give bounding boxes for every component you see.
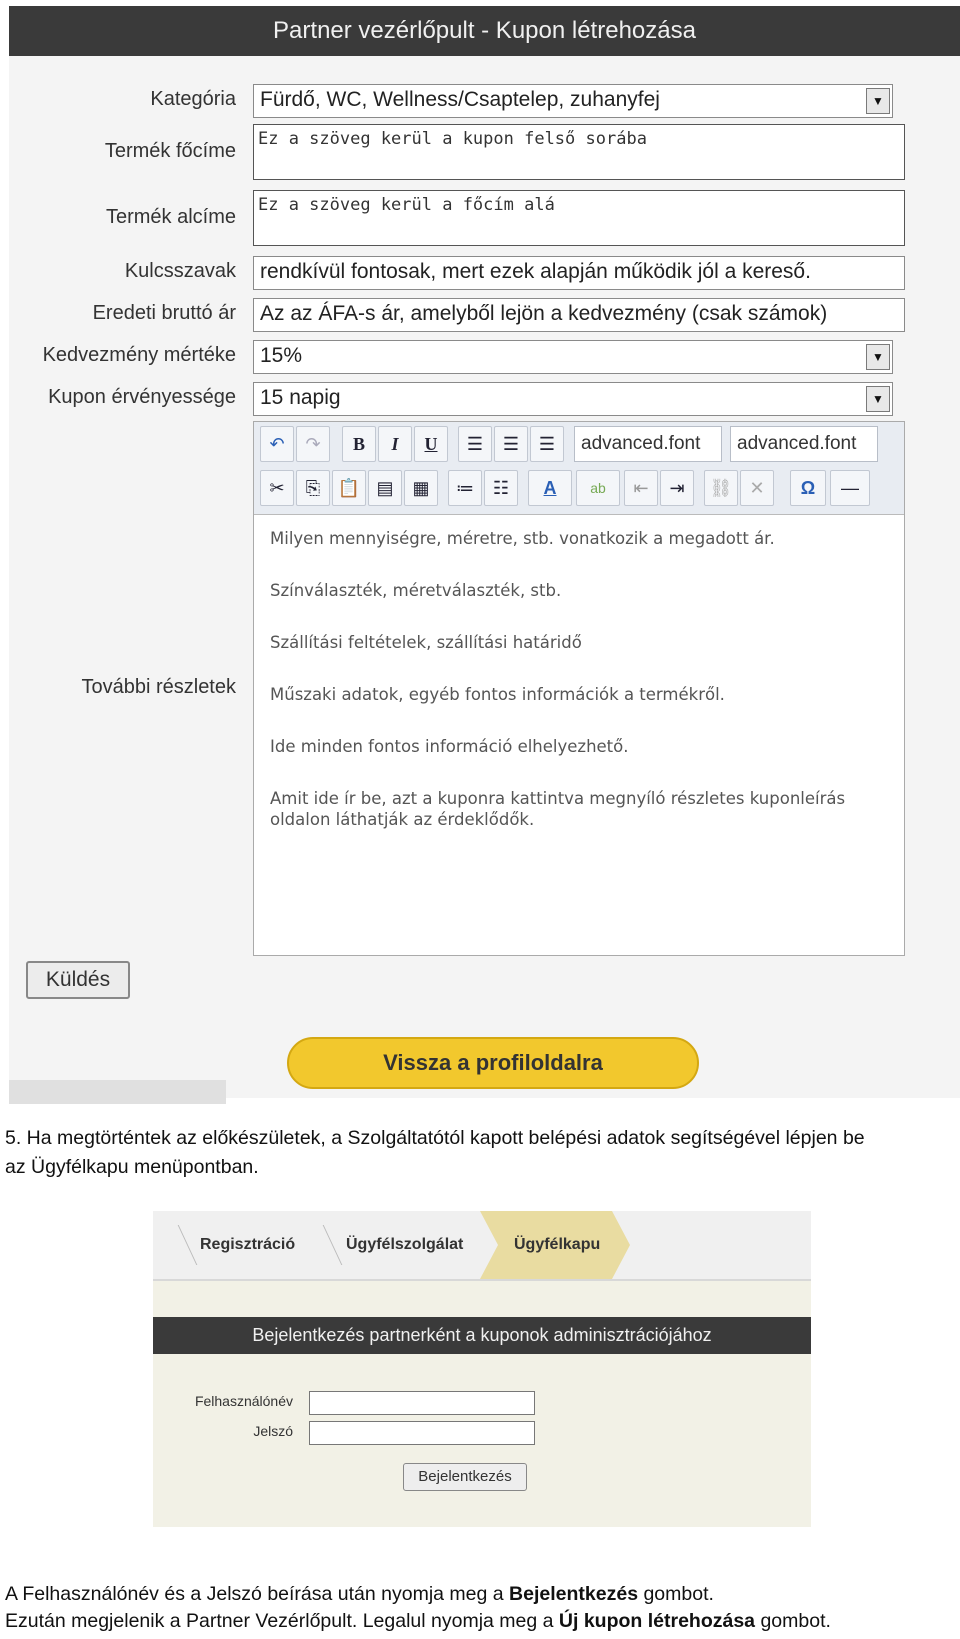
- nav-bar: [153, 1211, 811, 1281]
- password-input[interactable]: [309, 1421, 535, 1445]
- subtitle-input[interactable]: Ez a szöveg kerül a főcím alá: [253, 190, 905, 246]
- outdent-icon[interactable]: ⇤: [624, 470, 658, 506]
- gross-price-label: Eredeti bruttó ár: [92, 302, 236, 324]
- copy-icon[interactable]: ⎘: [296, 470, 330, 506]
- editor-paragraph: Színválaszték, méretválaszték, stb.: [270, 581, 562, 600]
- details-label: További részletek: [81, 676, 236, 698]
- category-select[interactable]: [253, 84, 893, 118]
- send-button[interactable]: Küldés: [26, 961, 130, 999]
- rich-text-editor[interactable]: [253, 421, 905, 956]
- category-value: Fürdő, WC, Wellness/Csaptelep, zuhanyfej: [260, 88, 660, 111]
- category-label: Kategória: [150, 88, 236, 110]
- paste-icon[interactable]: 📋: [332, 470, 366, 506]
- nav-separator: [309, 1225, 343, 1265]
- gross-price-input[interactable]: Az az ÁFA-s ár, amelyből lejön a kedvezmény (csak számok): [253, 298, 905, 332]
- then-text-bold: Új kupon létrehozása: [558, 1610, 756, 1632]
- back-to-profile-button[interactable]: Vissza a profiloldalra: [287, 1037, 699, 1089]
- then-text-a: Ezután megjelenik a Partner Vezérlőpult. Legalul nyomja meg a: [5, 1610, 559, 1632]
- main-title-input[interactable]: Ez a szöveg kerül a kupon felső sorába: [253, 124, 905, 180]
- then-text: [5, 1607, 831, 1636]
- footer-tab: [9, 1080, 226, 1104]
- link-icon[interactable]: ⛓: [704, 470, 738, 506]
- indent-icon[interactable]: ⇥: [660, 470, 694, 506]
- paste-text-icon[interactable]: ▤: [368, 470, 402, 506]
- undo-icon[interactable]: ↶: [260, 426, 294, 462]
- dropdown-arrow-icon[interactable]: ▼: [866, 344, 890, 370]
- align-left-icon[interactable]: ☰: [458, 426, 492, 462]
- password-label: Jelszó: [253, 1423, 293, 1439]
- numbered-list-icon[interactable]: ☷: [484, 470, 518, 506]
- after-text-a: A Felhasználónév és a Jelszó beírása után nyomja meg a: [5, 1583, 510, 1605]
- validity-label: Kupon érvényessége: [48, 386, 236, 408]
- bullet-list-icon[interactable]: ≔: [448, 470, 482, 506]
- align-center-icon[interactable]: ☰: [494, 426, 528, 462]
- editor-paragraph: Amit ide ír be, azt a kuponra kattintva megnyíló részletes kuponleírás oldalon láthatják az érdeklődők.: [270, 789, 846, 829]
- keywords-input[interactable]: rendkívül fontosak, mert ezek alapján működik jól a kereső.: [253, 256, 905, 290]
- highlight-color-icon[interactable]: ab: [576, 470, 620, 506]
- special-char-icon[interactable]: Ω: [790, 470, 826, 506]
- validity-value: 15 napig: [260, 386, 341, 409]
- dropdown-arrow-icon[interactable]: ▼: [866, 386, 890, 412]
- discount-select[interactable]: [253, 340, 893, 374]
- unlink-icon[interactable]: ✕: [740, 470, 774, 506]
- page-title: Partner vezérlőpult - Kupon létrehozása: [9, 6, 960, 56]
- editor-toolbar: [254, 422, 904, 515]
- after-login-text: [5, 1580, 714, 1609]
- bold-button[interactable]: B: [342, 426, 376, 462]
- login-screenshot: [153, 1211, 811, 1527]
- underline-button[interactable]: U: [414, 426, 448, 462]
- nav-tab-customer-service[interactable]: Ügyfélszolgálat: [346, 1236, 464, 1253]
- paste-word-icon[interactable]: ▦: [404, 470, 438, 506]
- editor-paragraph: Műszaki adatok, egyéb fontos információk a termékről.: [270, 685, 725, 704]
- text-color-icon[interactable]: A: [528, 470, 572, 506]
- nav-tab-registration[interactable]: Regisztráció: [200, 1236, 296, 1253]
- dropdown-arrow-icon[interactable]: ▼: [866, 88, 890, 114]
- font-family-value: advanced.font: [581, 433, 701, 454]
- login-heading: Bejelentkezés partnerként a kuponok adminisztrációjához: [153, 1317, 811, 1354]
- editor-paragraph: Szállítási feltételek, szállítási határidő: [270, 633, 582, 652]
- font-family-select[interactable]: [574, 426, 722, 462]
- then-text-c: gombot.: [755, 1610, 831, 1632]
- font-size-select[interactable]: [730, 426, 878, 462]
- editor-content[interactable]: [270, 528, 890, 861]
- keywords-label: Kulcsszavak: [124, 260, 236, 282]
- coupon-form-screenshot: [9, 0, 960, 1098]
- username-label: Felhasználónév: [194, 1393, 293, 1409]
- username-input[interactable]: [309, 1391, 535, 1415]
- align-right-icon[interactable]: ☰: [530, 426, 564, 462]
- nav-separator: [164, 1225, 198, 1265]
- nav-tab-client-gate[interactable]: Ügyfélkapu: [514, 1236, 601, 1253]
- redo-icon[interactable]: ↷: [296, 426, 330, 462]
- login-button[interactable]: Bejelentkezés: [403, 1463, 527, 1491]
- italic-button[interactable]: I: [378, 426, 412, 462]
- font-size-value: advanced.font: [737, 433, 857, 454]
- after-text-bold: Bejelentkezés: [509, 1583, 639, 1605]
- discount-label: Kedvezmény mértéke: [42, 344, 236, 366]
- validity-select[interactable]: [253, 382, 893, 416]
- step5-text-line2: az Ügyfélkapu menüpontban.: [5, 1156, 259, 1178]
- step5-text-line1: 5. Ha megtörténtek az előkészületek, a Szolgáltatótól kapott belépési adatok segítségével lépjen be: [5, 1127, 865, 1149]
- cut-icon[interactable]: ✂: [260, 470, 294, 506]
- discount-value: 15%: [260, 344, 303, 367]
- main-title-label: Termék főcíme: [104, 140, 236, 162]
- horizontal-rule-icon[interactable]: —: [830, 470, 870, 506]
- subtitle-label: Termék alcíme: [105, 206, 236, 228]
- after-text-c: gombot.: [638, 1583, 714, 1605]
- editor-paragraph: Milyen mennyiségre, méretre, stb. vonatkozik a megadott ár.: [270, 529, 775, 548]
- editor-paragraph: Ide minden fontos információ elhelyezhető.: [270, 737, 629, 756]
